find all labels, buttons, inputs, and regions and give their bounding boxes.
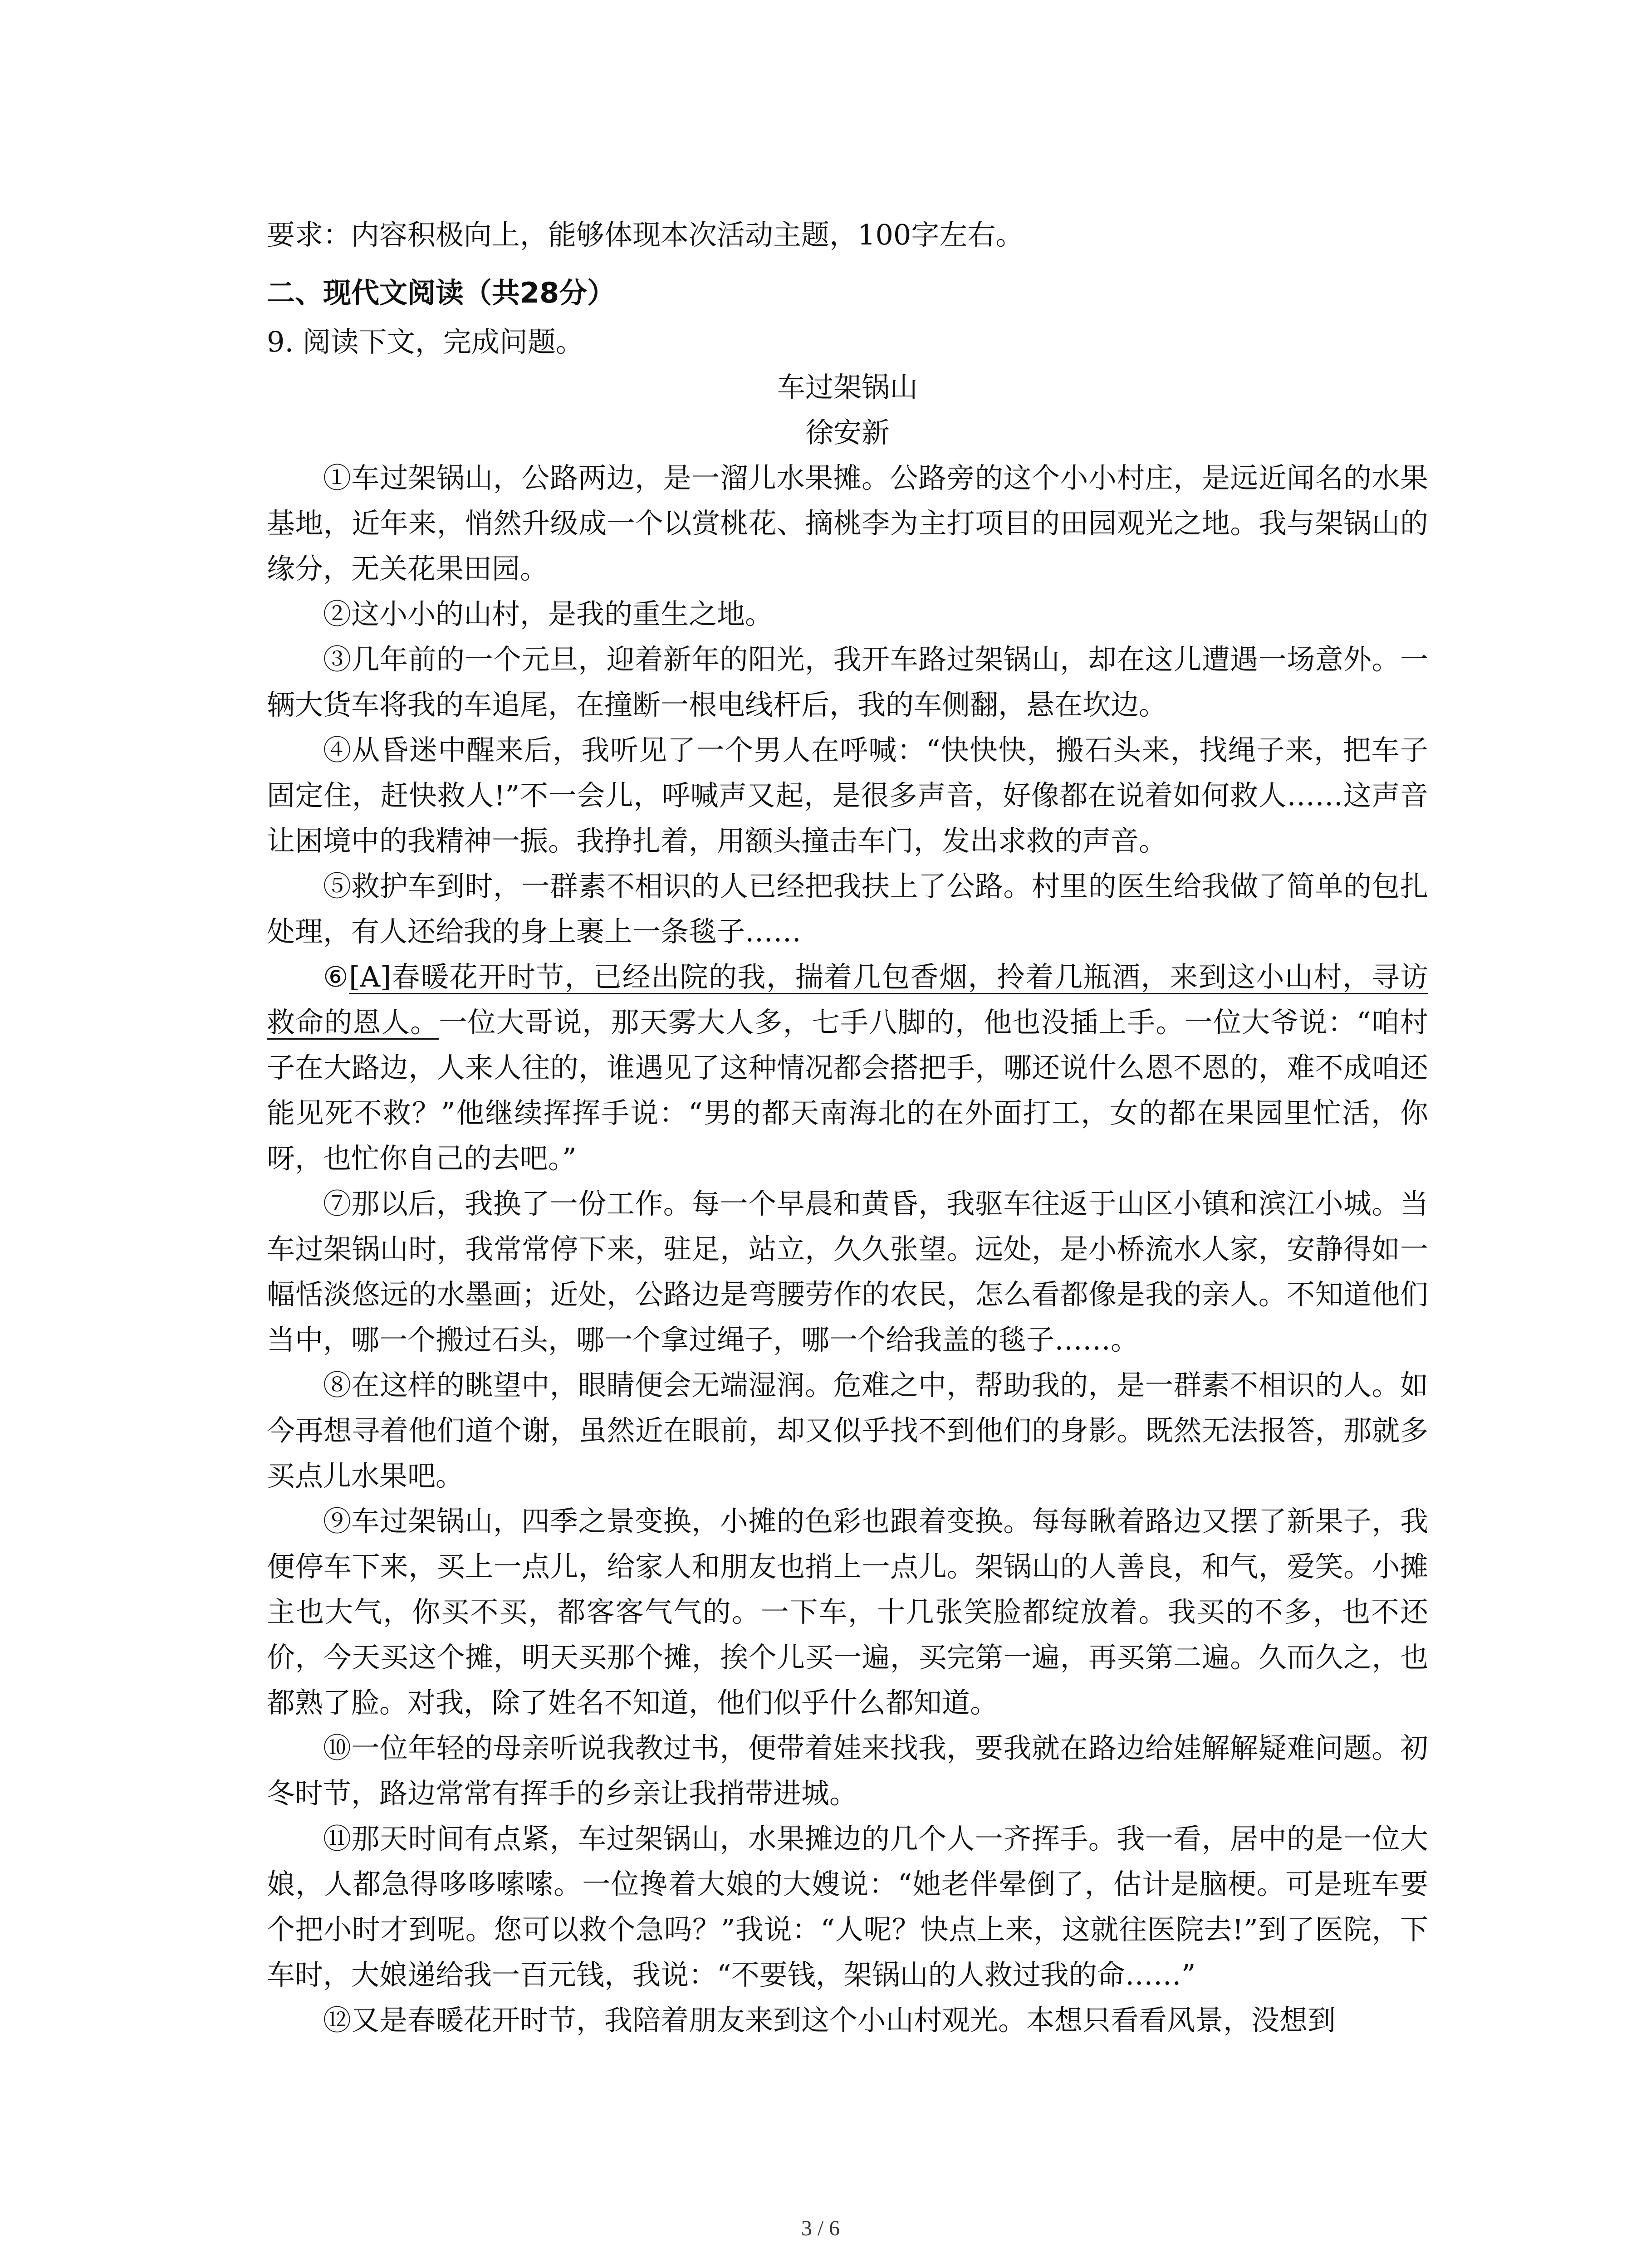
paragraph-8: ⑧在这样的眺望中，眼睛便会无端湿润。危难之中，帮助我的，是一群素不相识的人。如今再想寻着他们道个谢，虽然近在眼前，却又似乎找不到他们的身影。既然无法报答，那就多买点儿水果吧。 [267, 1369, 1428, 1492]
paragraph-7: ⑦那以后，我换了一份工作。每一个早晨和黄昏，我驱车往返于山区小镇和滨江小城。当车过架锅山时，我常常停下来，驻足，站立，久久张望。远处，是小桥流水人家，安静得如一幅恬淡悠远的水墨画；近处，公路边是弯腰劳作的农民，怎么看都像是我的亲人。不知道他们当中，哪一个搬过石头，哪一个拿过绳子，哪一个给我盖的毯子……。 [267, 1187, 1428, 1356]
paragraph-11: ⑪那天时间有点紧，车过架锅山，水果摊边的几个人一齐挥手。我一看，居中的是一位大娘，人都急得哆哆嗦嗦。一位搀着大娘的大嫂说：“她老伴晕倒了，估计是脑梗。可是班车要个把小时才到呢。您可以救个急吗？”我说：“人呢？快点上来，这就往医院去!”到了医院，下车时，大娘递给我一百元钱，我说：“不要钱，架锅山的人救过我的命……” [267, 1822, 1428, 1991]
paragraph-12: ⑫又是春暖花开时节，我陪着朋友来到这个小山村观光。本想只看看风景，没想到 [323, 2004, 1336, 2037]
page-number: 3 / 6 [801, 2216, 840, 2240]
paragraph-6-number: ⑥ [323, 960, 349, 993]
paragraph-2: ②这小小的山村，是我的重生之地。 [323, 597, 774, 631]
question-prompt: 9. 阅读下文，完成问题。 [267, 325, 584, 358]
paragraph-3: ③几年前的一个元旦，迎着新年的阳光，我开车路过架锅山，却在这儿遭遇一场意外。一辆大货车将我的车追尾，在撞断一根电线杆后，我的车侧翻，悬在坎边。 [267, 643, 1428, 721]
article-author: 徐安新 [805, 416, 890, 449]
page-content [267, 212, 1428, 2043]
paragraph-6-rest: 一位大哥说，那天雾大人多，七手八脚的，他也没插上手。一位大爷说：“咱村子在大路边，人来人往的，谁遇见了这种情况都会搭把手，哪还说什么恩不恩的，难不成咱还能见死不救？”他继续挥挥手说：“男的都天南海北的在外面打工，女的都在果园里忙活，你呀，也忙你自己的去吧。” [267, 1006, 1428, 1175]
paragraph-1: ①车过架锅山，公路两边，是一溜儿水果摊。公路旁的这个小小村庄，是远近闻名的水果基地，近年来，悄然升级成一个以赏桃花、摘桃李为主打项目的田园观光之地。我与架锅山的缘分，无关花果田园。 [267, 461, 1428, 585]
section-title: 二、现代文阅读（共28分） [267, 276, 616, 309]
paragraph-10: ⑩一位年轻的母亲听说我教过书，便带着娃来找我，要我就在路边给娃解解疑难问题。初冬时节，路边常常有挥手的乡亲让我捎带进城。 [267, 1731, 1428, 1810]
paragraph-5: ⑤救护车到时，一群素不相识的人已经把我扶上了公路。村里的医生给我做了简单的包扎处理，有人还给我的身上裹上一条毯子…… [267, 870, 1428, 948]
paragraph-9: ⑨车过架锅山，四季之景变换，小摊的色彩也跟着变换。每每瞅着路边又摆了新果子，我便停车下来，买上一点儿，给家人和朋友也捎上一点儿。架锅山的人善良，和气，爱笑。小摊主也大气，你买不买，都客客气气的。一下车，十几张笑脸都绽放着。我买的不多，也不还价，今天买这个摊，明天买那个摊，挨个儿买一遍，买完第一遍，再买第二遍。久而久之，也都熟了脸。对我，除了姓名不知道，他们似乎什么都知道。 [267, 1505, 1428, 1719]
requirement-text: 要求：内容积极向上，能够体现本次活动主题，100字左右。 [267, 218, 1024, 251]
paragraph-6 [267, 954, 1428, 1181]
article-title: 车过架锅山 [777, 371, 918, 404]
paragraph-4: ④从昏迷中醒来后，我听见了一个男人在呼喊：“快快快，搬石头来，找绳子来，把车子固定住，赶快救人!”不一会儿，呼喊声又起，是很多声音，好像都在说着如何救人……这声音让困境中的我精神一振。我挣扎着，用额头撞击车门，发出求救的声音。 [267, 733, 1428, 857]
underlined-sentence-a: [A]春暖花开时节，已经出院的我，揣着几包香烟，拎着几瓶酒，来到这小山村，寻访救命的恩人。 [267, 960, 1428, 1039]
